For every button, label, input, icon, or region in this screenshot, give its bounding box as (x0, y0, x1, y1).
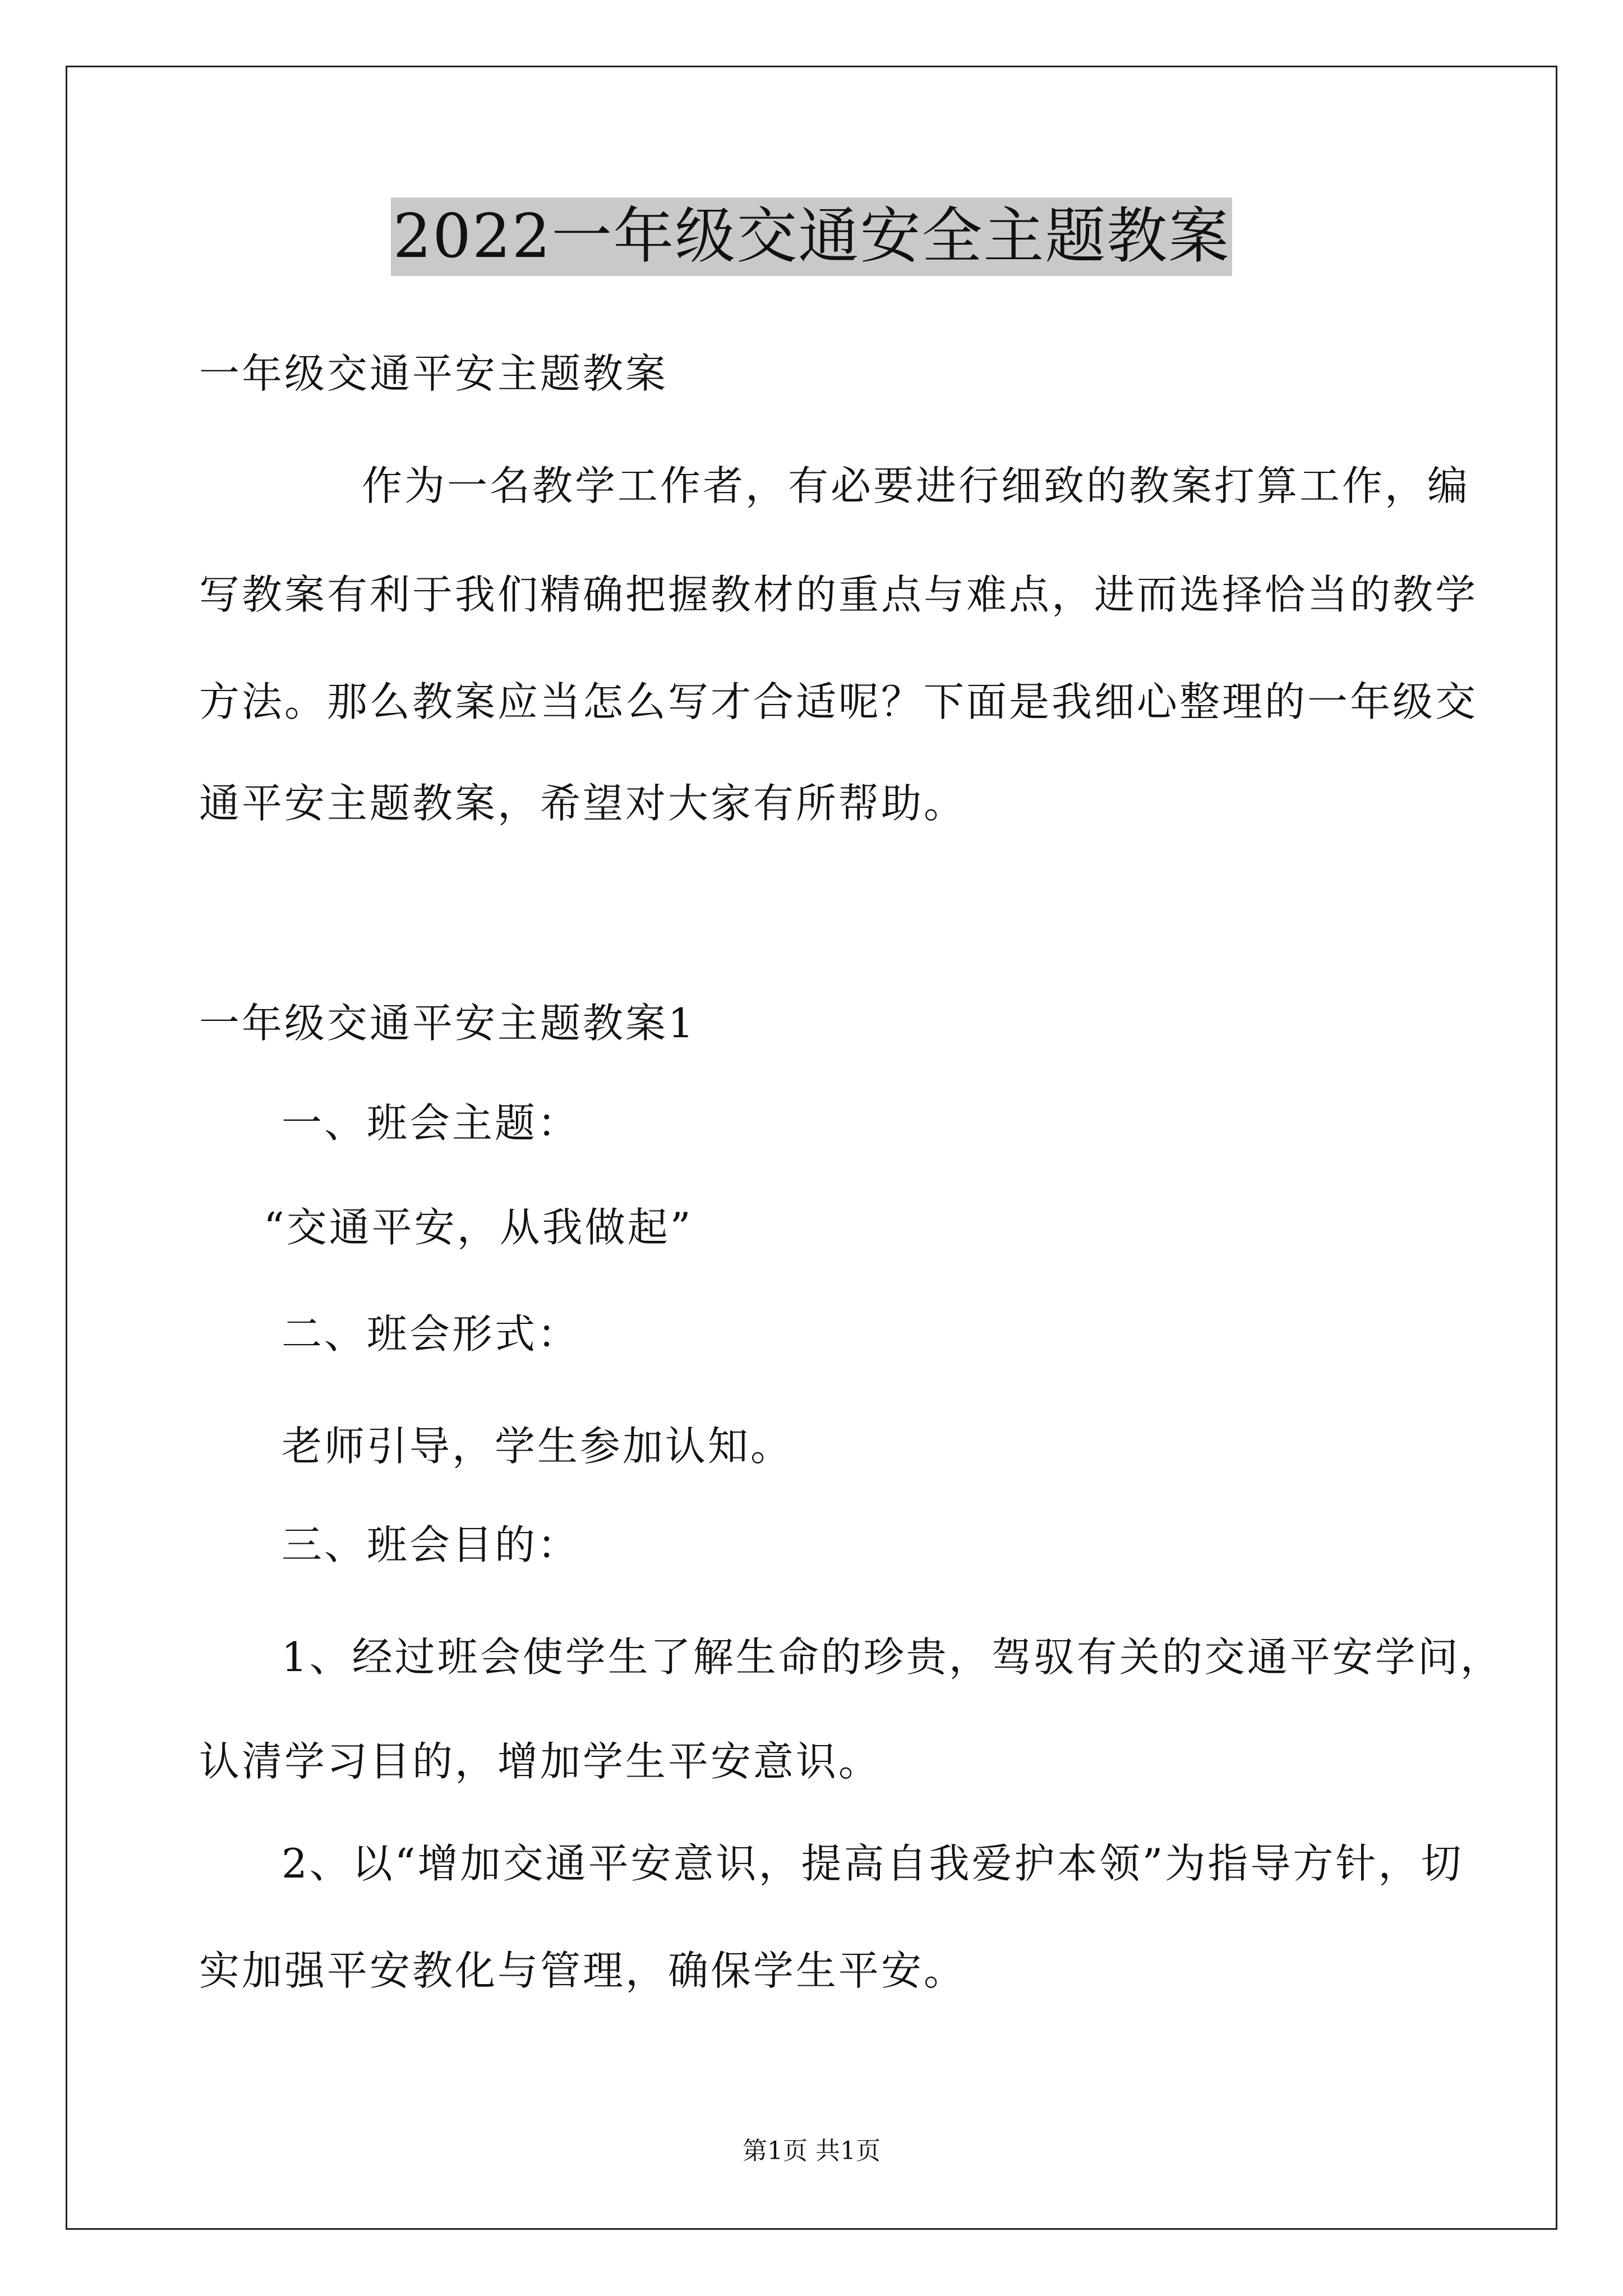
paragraph-line: 1、经过班会使学生了解生命的珍贵，驾驭有关的交通平安学问， (282, 1634, 1503, 1681)
paragraph-line: “交通平安，从我做起” (264, 1204, 693, 1251)
paragraph-line: 二、班会形式： (282, 1310, 580, 1358)
paragraph-line: 老师引导，学生参加认知。 (282, 1423, 794, 1470)
paragraph-line: 方法。那么教案应当怎么写才合适呢？下面是我细心整理的一年级交 (199, 678, 1478, 725)
document-title: 2022一年级交通安全主题教案 (391, 197, 1233, 276)
paragraph-line: 认清学习目的，增加学生平安意识。 (199, 1738, 882, 1785)
paragraph-line: 通平安主题教案，希望对大家有所帮助。 (199, 780, 967, 827)
paragraph-line: 写教案有利于我们精确把握教材的重点与难点，进而选择恰当的教学 (199, 571, 1478, 618)
section-heading: 一年级交通平安主题教案1 (199, 1000, 696, 1047)
paragraph-line: 实加强平安教化与管理，确保学生平安。 (199, 1947, 967, 1994)
paragraph-line: 一、班会主题： (282, 1099, 580, 1147)
subtitle-line: 一年级交通平安主题教案 (199, 350, 668, 397)
paragraph-line: 2、以“增加交通平安意识，提高自我爱护本领”为指导方针，切 (282, 1840, 1464, 1887)
paragraph-line: 三、班会目的： (282, 1521, 580, 1568)
title-container (0, 197, 1623, 276)
page-footer: 第1页 共1页 (743, 2137, 880, 2165)
paragraph-line: 作为一名教学工作者，有必要进行细致的教案打算工作，编 (362, 462, 1470, 509)
